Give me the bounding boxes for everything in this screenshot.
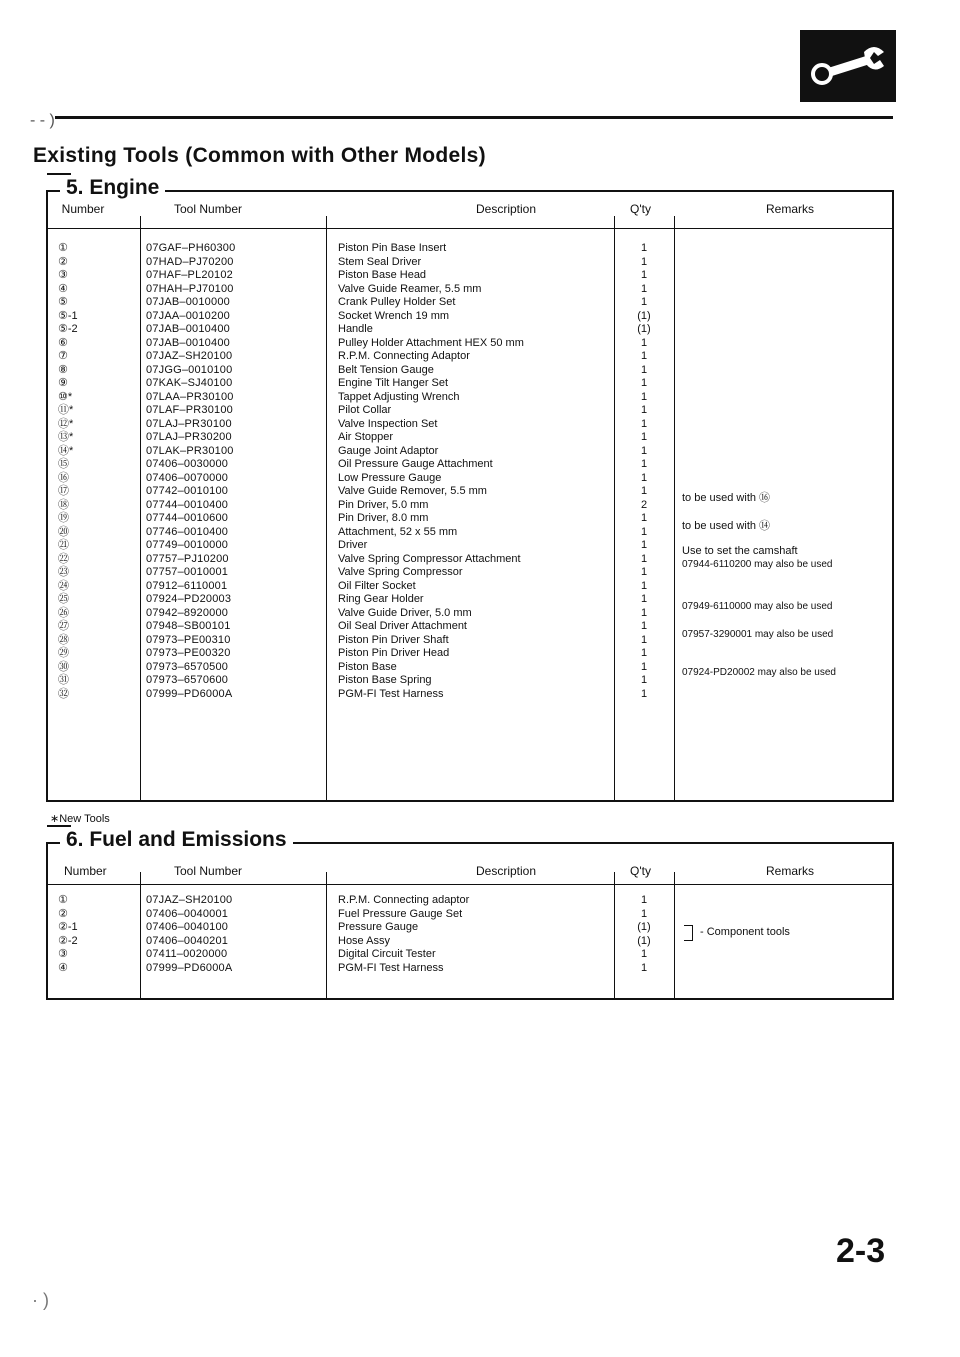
tool-number-cell: 07942–8920000 [146, 606, 229, 619]
tool-number-cell: 07749–0010000 [146, 539, 229, 551]
tool-number-cell: 07KAK–SJ40100 [146, 377, 233, 389]
description-cell: Pin Driver, 5.0 mm [338, 498, 429, 511]
col-divider [326, 872, 327, 998]
row-number: ② [58, 255, 68, 268]
tool-number-cell: 07948–SB00101 [146, 620, 231, 632]
remark: ‐ Component tools [700, 926, 790, 938]
tool-number-cell: 07744–0010600 [146, 512, 229, 524]
top-rule [55, 116, 893, 119]
qty-cell: 1 [640, 647, 648, 659]
qty-cell: 1 [640, 512, 648, 524]
row-number: ⑱ [58, 498, 69, 511]
wrench-logo [800, 30, 896, 102]
tool-number-cell: 07406–0040001 [146, 907, 229, 920]
remark: Use to set the camshaft [682, 545, 798, 557]
description-cell: Pin Driver, 8.0 mm [338, 512, 429, 524]
header-rule [48, 884, 892, 885]
tool-number-cell: 07406–0070000 [146, 471, 229, 484]
qty-cell: 1 [640, 296, 648, 308]
qty-cell: 1 [640, 404, 648, 416]
tool-number-cell: 07GAF–PH60300 [146, 242, 236, 254]
tool-number-cell: 07406–0040100 [146, 921, 229, 933]
row-number: ⑳ [58, 525, 69, 538]
tool-number-cell: 07JAZ–SH20100 [146, 894, 233, 906]
tool-number-cell: 07LAK–PR30100 [146, 444, 234, 457]
tool-number-cell: 07HAF–PL20102 [146, 269, 233, 281]
component-bracket [684, 925, 693, 941]
engine-section-title: 5. Engine [60, 176, 165, 200]
qty-cell: 1 [640, 336, 648, 349]
header-description: Description [476, 864, 537, 878]
qty-cell: 1 [640, 593, 648, 605]
row-number: ⑭* [58, 444, 74, 457]
row-number: ③ [58, 269, 68, 281]
description-cell: Pilot Collar [338, 404, 392, 416]
fuel-table [46, 828, 894, 1000]
description-cell: Tappet Adjusting Wrench [338, 390, 460, 403]
tool-number-cell: 07JAZ–SH20100 [146, 350, 233, 362]
header-tool-number: Tool Number [174, 202, 243, 216]
description-cell: Belt Tension Gauge [338, 363, 434, 376]
number-column [58, 242, 78, 701]
tool-number-cell: 07LAF–PR30100 [146, 404, 233, 416]
tool-number-cell: 07757–0010001 [146, 566, 229, 578]
col-divider [326, 216, 327, 800]
row-number: ⑰ [58, 485, 69, 497]
qty-cell: 1 [640, 894, 648, 906]
tool-number-cell: 07924–PD20003 [146, 593, 232, 605]
row-number: ㉕ [58, 593, 69, 605]
remark: to be used with ⑯ [682, 492, 771, 504]
row-number: ⑤-1 [58, 309, 78, 322]
qty-cell: (1) [637, 323, 651, 335]
row-number: ⑥ [58, 336, 68, 349]
remark: 07949-6110000 may also be used [682, 601, 833, 612]
row-number: ⑪* [58, 404, 74, 416]
qty-cell: (1) [637, 934, 651, 947]
col-divider [140, 216, 141, 800]
tool-number-cell: 07742–0010100 [146, 485, 229, 497]
qty-cell: 1 [640, 431, 648, 443]
description-cell: Pulley Holder Attachment HEX 50 mm [338, 336, 524, 349]
row-number: ⑫* [58, 417, 74, 430]
row-number: ②-1 [58, 921, 78, 933]
row-number: ⑤ [58, 296, 68, 308]
description-column [338, 894, 469, 975]
qty-cell: 1 [640, 566, 648, 578]
description-cell: PGM-FI Test Harness [338, 687, 444, 700]
tool-number-cell: 07973–6570600 [146, 674, 229, 686]
row-number: ⑲ [58, 512, 69, 524]
qty-cell: 1 [640, 525, 648, 538]
tool-number-cell: 07HAD–PJ70200 [146, 255, 234, 268]
qty-cell: 1 [640, 377, 648, 389]
tool-number-cell: 07406–0030000 [146, 458, 229, 470]
tool-number-cell: 07JAB–0010400 [146, 336, 230, 349]
description-cell: PGM-FI Test Harness [338, 961, 444, 974]
qty-cell: 1 [640, 363, 648, 376]
number-column [58, 894, 78, 975]
tool-number-cell: 07HAH–PJ70100 [146, 282, 234, 295]
description-column [338, 242, 524, 701]
qty-column [614, 894, 674, 975]
row-number: ㉙ [58, 647, 69, 659]
description-cell: Stem Seal Driver [338, 255, 422, 268]
qty-cell: 1 [640, 687, 648, 700]
description-cell: Valve Guide Remover, 5.5 mm [338, 485, 487, 497]
scan-mark: ‐ ‑ ) [30, 112, 55, 129]
qty-cell: (1) [637, 309, 651, 322]
qty-cell: 1 [640, 660, 648, 673]
tool-number-cell: 07LAJ–PR30100 [146, 417, 232, 430]
row-number: ⑧ [58, 363, 68, 376]
tool-number-column [146, 242, 235, 701]
description-cell: Low Pressure Gauge [338, 471, 442, 484]
col-divider [140, 872, 141, 998]
row-number: ⑤-2 [58, 323, 78, 335]
description-cell: Valve Guide Reamer, 5.5 mm [338, 282, 482, 295]
qty-cell: 1 [640, 444, 648, 457]
tool-number-cell: 07LAA–PR30100 [146, 390, 234, 403]
description-cell: Valve Spring Compressor Attachment [338, 552, 521, 565]
header-remarks: Remarks [766, 202, 815, 216]
row-number: ⑯ [58, 471, 69, 484]
row-number: ⑩* [58, 390, 73, 403]
qty-cell: 1 [640, 674, 648, 686]
scan-mark: · ) [32, 1290, 49, 1310]
description-cell: Driver [338, 539, 368, 551]
qty-cell: 1 [640, 255, 648, 268]
col-divider [674, 872, 675, 998]
row-number: ㉘ [58, 633, 69, 646]
qty-cell: 1 [640, 269, 648, 281]
qty-cell: 1 [640, 458, 648, 470]
tool-number-cell: 07757–PJ10200 [146, 552, 229, 565]
header-rule [48, 228, 892, 229]
description-cell: Oil Pressure Gauge Attachment [338, 458, 493, 470]
row-number: ㉑ [58, 539, 69, 551]
row-number: ③ [58, 948, 68, 960]
remark: 07957-3290001 may also be used [682, 629, 834, 640]
row-number: ㉜ [58, 687, 69, 700]
page-number: 2-3 [836, 1232, 886, 1270]
description-cell: Digital Circuit Tester [338, 948, 436, 960]
description-cell: Valve Spring Compressor [338, 566, 463, 578]
description-cell: Ring Gear Holder [338, 593, 424, 605]
description-cell: R.P.M. Connecting Adaptor [338, 350, 470, 362]
header-description: Description [476, 202, 537, 216]
description-cell: Valve Inspection Set [338, 417, 438, 430]
row-number: ⑬* [58, 431, 74, 443]
row-number: ②-2 [58, 934, 78, 947]
row-number: ⑦ [58, 350, 68, 362]
qty-cell: 1 [640, 539, 648, 551]
qty-cell: 1 [640, 417, 648, 430]
remark: 07924-PD20002 may also be used [682, 667, 836, 678]
row-number: ㉒ [58, 552, 69, 565]
description-cell: Piston Base Head [338, 269, 427, 281]
header-number: Number [64, 864, 107, 878]
tool-number-cell: 07973–PE00310 [146, 633, 231, 646]
row-number: ① [58, 894, 68, 906]
qty-cell: 1 [640, 485, 648, 497]
description-cell: Piston Pin Driver Head [338, 647, 450, 659]
wrench-icon [808, 44, 888, 88]
row-number: ⑨ [58, 377, 68, 389]
qty-cell: 1 [640, 606, 648, 619]
row-number: ㉚ [58, 660, 69, 673]
qty-cell: 1 [640, 350, 648, 362]
tool-number-column [146, 894, 232, 975]
tool-number-cell: 07JGG–0010100 [146, 363, 233, 376]
description-cell: Piston Base Spring [338, 674, 432, 686]
qty-cell: 1 [640, 961, 648, 974]
tool-number-cell: 07JAB–0010400 [146, 323, 230, 335]
header-tool-number: Tool Number [174, 864, 243, 878]
description-cell: Oil Filter Socket [338, 579, 416, 592]
description-cell: Piston Base [338, 660, 397, 673]
description-cell: Socket Wrench 19 mm [338, 309, 450, 322]
qty-cell: 1 [640, 552, 648, 565]
page-heading: Existing Tools (Common with Other Models) [33, 144, 486, 167]
tool-number-cell: 07999–PD6000A [146, 961, 233, 974]
tool-number-cell: 07912–6110001 [146, 579, 228, 592]
new-tools-footnote: ∗New Tools [50, 813, 110, 825]
col-divider [674, 216, 675, 800]
remark: 07944-6110200 may also be used [682, 559, 833, 570]
tool-number-cell: 07746–0010400 [146, 525, 229, 538]
description-cell: R.P.M. Connecting adaptor [338, 894, 470, 906]
qty-cell: 1 [640, 948, 648, 960]
tool-number-cell: 07744–0010400 [146, 498, 229, 511]
row-number: ④ [58, 282, 68, 295]
qty-cell: 1 [640, 579, 648, 592]
description-cell: Attachment, 52 x 55 mm [338, 525, 458, 538]
qty-cell: 1 [640, 633, 648, 646]
tool-number-cell: 07JAB–0010000 [146, 296, 230, 308]
qty-cell: 1 [640, 471, 648, 484]
row-number: ㉔ [58, 579, 69, 592]
tool-number-cell: 07973–6570500 [146, 660, 229, 673]
qty-cell: 2 [640, 498, 648, 511]
tool-number-cell: 07LAJ–PR30200 [146, 431, 232, 443]
qty-cell: 1 [640, 907, 648, 920]
description-cell: Fuel Pressure Gauge Set [338, 907, 463, 920]
header-remarks: Remarks [766, 864, 815, 878]
tool-number-cell: 07411–0020000 [146, 948, 228, 960]
header-qty: Q'ty [630, 864, 651, 878]
description-cell: Pressure Gauge [338, 921, 419, 933]
row-number: ㉛ [58, 674, 69, 686]
qty-cell: 1 [640, 282, 648, 295]
qty-column [614, 242, 674, 701]
tool-number-cell: 07973–PE00320 [146, 647, 231, 659]
engine-table [46, 176, 894, 802]
row-number: ④ [58, 961, 68, 974]
tool-number-cell: 07999–PD6000A [146, 687, 233, 700]
header-qty: Q'ty [630, 202, 651, 216]
row-number: ② [58, 907, 68, 920]
header-number: Number [61, 202, 105, 216]
qty-cell: 1 [640, 390, 648, 403]
row-number: ㉓ [58, 566, 69, 578]
qty-cell: 1 [640, 620, 648, 632]
row-number: ⑮ [58, 458, 69, 470]
row-number: ① [58, 242, 68, 254]
row-number: ㉗ [58, 620, 69, 632]
row-number: ㉖ [58, 606, 69, 619]
description-cell: Piston Pin Driver Shaft [338, 633, 449, 646]
description-cell: Air Stopper [338, 431, 394, 443]
remark: to be used with ⑭ [682, 520, 771, 532]
description-cell: Engine Tilt Hanger Set [338, 377, 449, 389]
qty-cell: 1 [640, 242, 648, 254]
description-cell: Piston Pin Base Insert [338, 242, 447, 254]
description-cell: Hose Assy [338, 934, 390, 947]
description-cell: Gauge Joint Adaptor [338, 444, 439, 457]
tool-number-cell: 07406–0040201 [146, 934, 229, 947]
description-cell: Crank Pulley Holder Set [338, 296, 456, 308]
description-cell: Oil Seal Driver Attachment [338, 620, 467, 632]
description-cell: Valve Guide Driver, 5.0 mm [338, 606, 472, 619]
fuel-section-title: 6. Fuel and Emissions [60, 828, 293, 852]
tool-number-cell: 07JAA–0010200 [146, 309, 230, 322]
description-cell: Handle [338, 323, 373, 335]
qty-cell: (1) [637, 921, 651, 933]
